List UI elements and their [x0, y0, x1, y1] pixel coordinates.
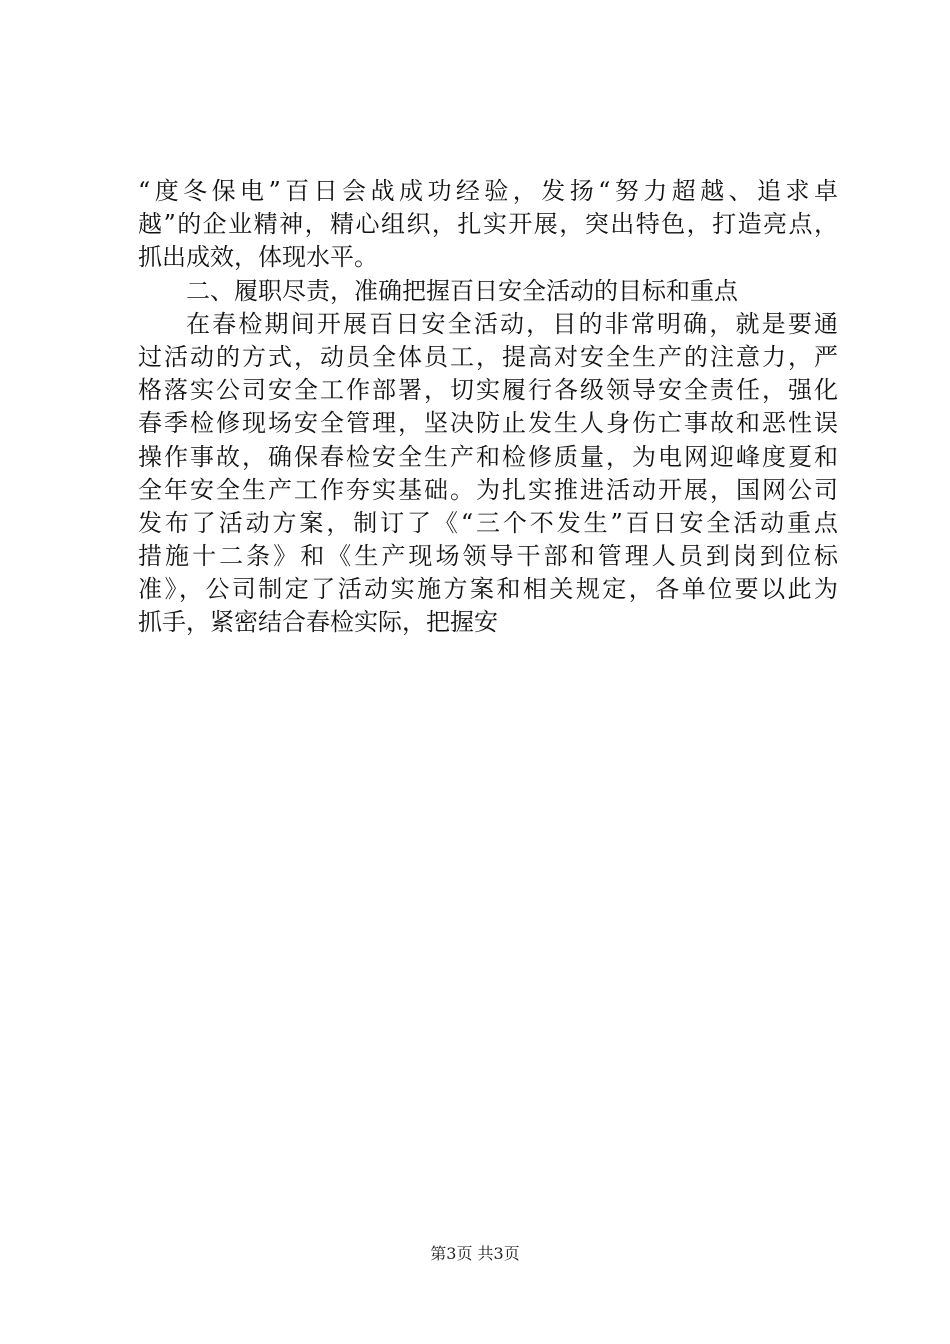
text-line: 春季检修现场安全管理，坚决防止发生人身伤亡事故和恶性误 [138, 409, 838, 438]
text-line: 措施十二条》和《生产现场领导干部和管理人员到岗到位标 [138, 542, 838, 571]
section-heading: 二、履职尽责，准确把握百日安全活动的目标和重点 [186, 276, 738, 305]
text-line: 格落实公司安全工作部署，切实履行各级领导安全责任，强化 [138, 376, 838, 405]
page-number-footer: 第3页 共3页 [430, 1244, 520, 1263]
text-line: 全年安全生产工作夯实基础。为扎实推进活动开展，国网公司 [138, 475, 838, 504]
text-line: 发布了活动方案，制订了《“三个不发生”百日安全活动重点 [138, 508, 838, 537]
text-line: 操作事故，确保春检安全生产和检修质量，为电网迎峰度夏和 [138, 442, 838, 471]
text-line: 抓手，紧密结合春检实际，把握安 [138, 608, 498, 637]
text-line: 越”的企业精神，精心组织，扎实开展，突出特色，打造亮点， [138, 210, 838, 239]
text-line: 抓出成效，体现水平。 [138, 243, 378, 272]
text-line: 准》，公司制定了活动实施方案和相关规定，各单位要以此为 [138, 575, 838, 604]
text-line: “度冬保电”百日会战成功经验，发扬“努力超越、追求卓 [138, 177, 838, 205]
text-line: 过活动的方式，动员全体员工，提高对安全生产的注意力，严 [138, 342, 838, 371]
body-text [138, 175, 838, 640]
text-line: 在春检期间开展百日安全活动，目的非常明确，就是要通 [186, 309, 838, 338]
